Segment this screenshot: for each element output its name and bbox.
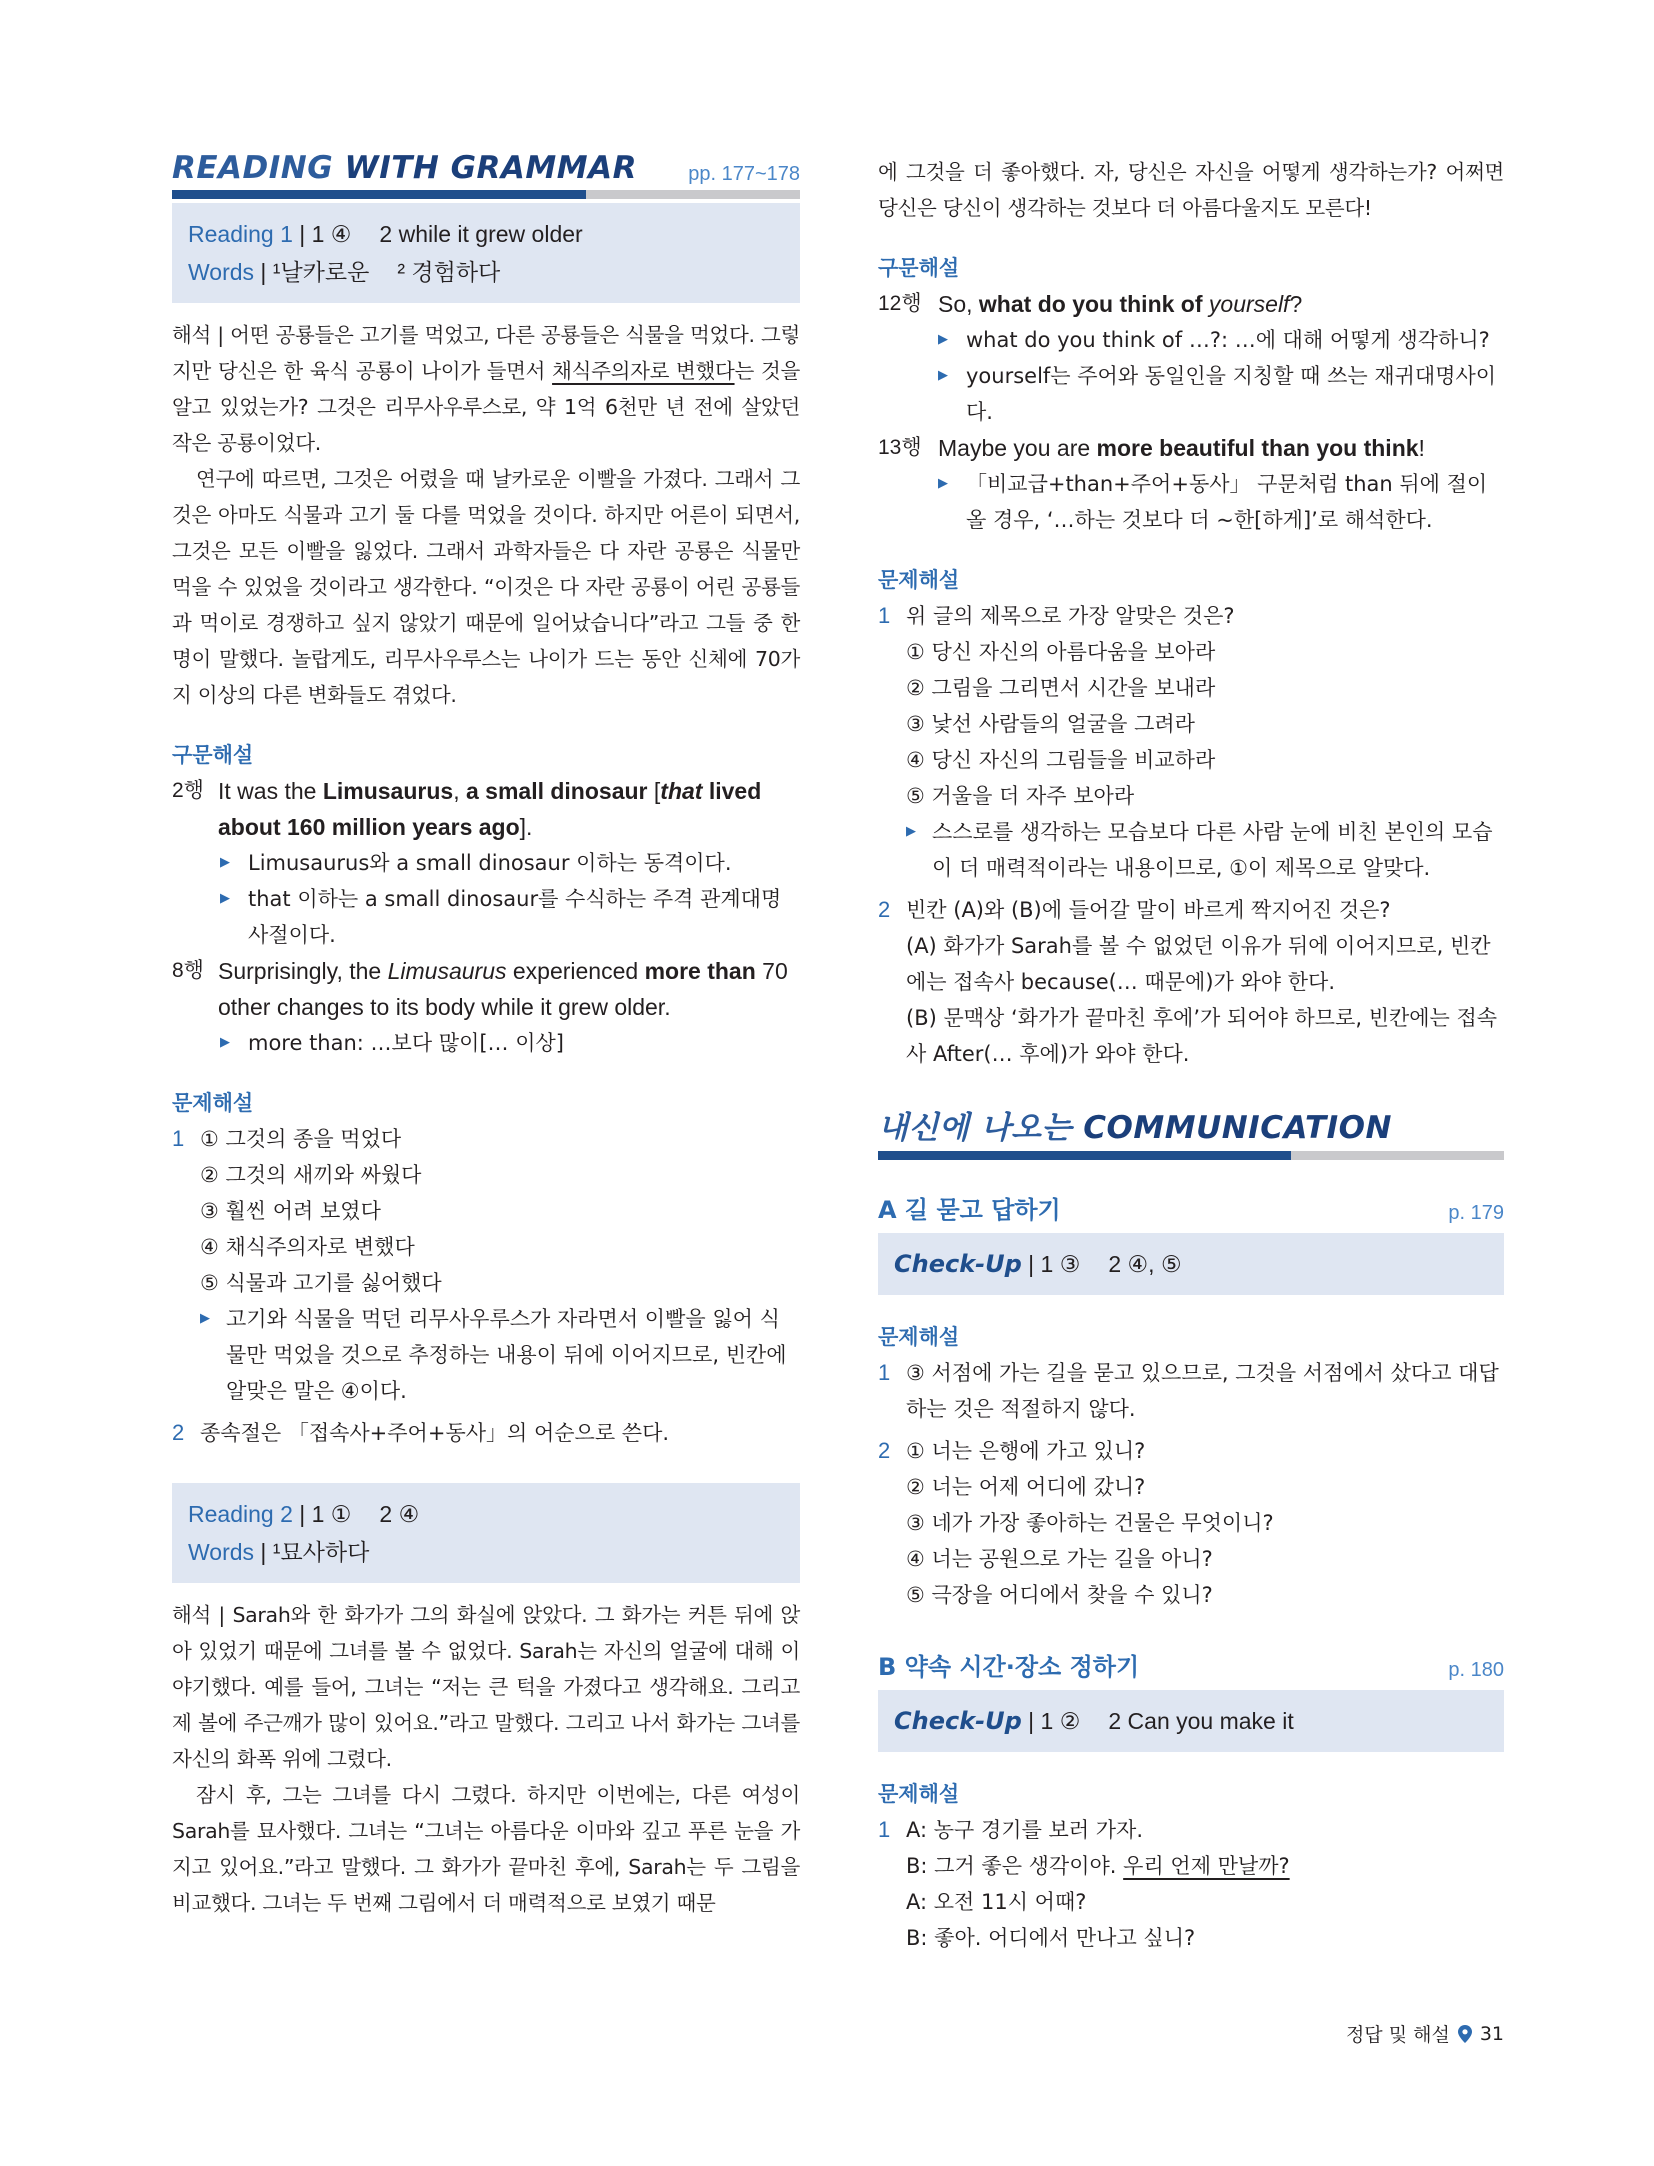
problems-label: 문제해설	[878, 568, 960, 592]
communication-header	[878, 1102, 1504, 1151]
reading2-translation: 해석 | Sarah와 한 화가가 그의 화실에 앉았다. 그 화가는 커튼 뒤에 앉아 있었기 때문에 그녀를 볼 수 없었다. Sarah는 자신의 얼굴에 대해 이야기했다. 예를 들어, 그녀는 “저는 큰 턱을 가졌다고 생각해요. 그리고 제 볼에 주근깨가 많이 있어요.”라고 말했다. 그리고 나서 화가는 그녀를 자신의 화폭 위에 그렸다. 잠시 후, 그는 그녀를 다시 그렸다. 하지만 이번에는, 다른 여성이 Sarah를 묘사했다. 그녀는 “그녀는 아름다운 이마와 깊고 푸른 눈을 가지고 있어요.”라고 말했다. 그 화가가 끝마친 후에, Sarah는 두 그림을 비교했다. 그녀는 두 번째 그림에서 더 매력적으로 보였기 때문	[172, 1603, 800, 1915]
grammar-item: 12행 So, what do you think of yourself? ▶ what do you think of …?: …에 대해 어떻게 생각하니? ▶ yourself는 주어와 동일인을 지칭할 때 쓰는 재귀대명사이다.	[878, 286, 1504, 430]
problems-label: 문제해설	[878, 1782, 960, 1806]
options-list	[200, 1121, 442, 1301]
grammar-label: 구문해설	[172, 743, 254, 767]
left-column	[172, 150, 800, 1921]
section-a-header	[878, 1190, 1504, 1225]
problems-label: 문제해설	[878, 1325, 960, 1349]
grammar-item: 2행 It was the Limusaurus, a small dinosaur [that lived about 160 million years ago]. ▶ Limusaurus와 a small dinosaur 이하는 동격이다. ▶ that 이하는 a small dinosaur를 수식하는 주격 관계대명사절이다.	[172, 773, 800, 953]
option-item: ③ 네가 가장 좋아하는 건물은 무엇이니?	[906, 1511, 1274, 1535]
option-item: ① 너는 은행에 가고 있니?	[906, 1439, 1146, 1463]
note: ▶ 고기와 식물을 먹던 리무사우루스가 자라면서 이빨을 잃어 식물만 먹었을 것으로 추정하는 내용이 뒤에 이어지므로, 빈칸에 알맞은 말은 ④이다.	[200, 1301, 800, 1409]
dialog-line: B: 좋아. 어디에서 만나고 싶니?	[906, 1926, 1196, 1950]
location-pin-icon	[1458, 2025, 1472, 2043]
reading2-answer-box: Reading 2 | 1 ① 2 ④ Words | ¹묘사하다	[172, 1483, 800, 1583]
reading-with-grammar-header	[172, 150, 800, 190]
dialog-line: A: 농구 경기를 보러 가자.	[906, 1818, 1144, 1842]
section-b-header	[878, 1647, 1504, 1682]
section-a-pages: p. 179	[1448, 1202, 1504, 1224]
option-item: ③ 훨씬 어려 보였다	[200, 1199, 381, 1223]
options-list	[906, 634, 1504, 814]
page-footer	[1346, 2020, 1504, 2047]
note: ▶ 「비교급+than+주어+동사」 구문처럼 than 뒤에 절이 올 경우, ‘…하는 것보다 더 ~한[하게]’로 해석한다.	[938, 466, 1504, 538]
answer-explanation-b: (B) 문맥상 ‘화가가 끝마친 후에’가 되어야 하므로, 빈칸에는 접속사 After(… 후에)가 와야 한다.	[906, 1006, 1498, 1066]
option-item: ④ 너는 공원으로 가는 길을 아니?	[906, 1547, 1213, 1571]
note: ▶ more than: …보다 많이[… 이상]	[220, 1025, 800, 1061]
dialog	[906, 1812, 1290, 1956]
dialog-line: B: 그거 좋은 생각이야. 우리 언제 만날까?	[906, 1854, 1290, 1878]
section-title: READING WITH GRAMMAR	[172, 150, 637, 186]
option-item: ⑤ 식물과 고기를 싫어했다	[200, 1271, 442, 1295]
section-b-title: B 약속 시간·장소 정하기	[878, 1653, 1140, 1681]
grammar-label: 구문해설	[878, 256, 960, 280]
continued-translation: 에 그것을 더 좋아했다. 자, 당신은 자신을 어떻게 생각하는가? 어쩌면 당신은 당신이 생각하는 것보다 더 아름다울지도 모른다!	[878, 160, 1504, 220]
option-item: ① 당신 자신의 아름다움을 보아라	[906, 640, 1216, 664]
option-item: ③ 낯선 사람들의 얼굴을 그려라	[906, 712, 1195, 736]
note: ▶ yourself는 주어와 동일인을 지칭할 때 쓰는 재귀대명사이다.	[938, 358, 1504, 430]
question: 1 A: 농구 경기를 보러 가자. B: 그거 좋은 생각이야. 우리 언제 만날까? A: 오전 11시 어때? B: 좋아. 어디에서 만나고 싶니?	[878, 1812, 1504, 1956]
note: ▶ what do you think of …?: …에 대해 어떻게 생각하니?	[938, 322, 1504, 358]
question: 2 빈칸 (A)와 (B)에 들어갈 말이 바르게 짝지어진 것은?	[878, 897, 1391, 922]
options-list	[906, 1433, 1274, 1613]
option-item: ② 그것의 새끼와 싸웠다	[200, 1163, 422, 1187]
note: ▶ 스스로를 생각하는 모습보다 다른 사람 눈에 비친 본인의 모습이 더 매력적이라는 내용이므로, ①이 제목으로 알맞다.	[906, 814, 1504, 886]
note: ▶ Limusaurus와 a small dinosaur 이하는 동격이다.	[220, 845, 800, 881]
question: 1 ③ 서점에 가는 길을 묻고 있으므로, 그것을 서점에서 샀다고 대답하는 것은 적절하지 않다.	[878, 1360, 1499, 1421]
section-a-title: A 길 묻고 답하기	[878, 1196, 1061, 1224]
section-a-checkup-box: Check-Up | 1 ③ 2 ④, ⑤	[878, 1233, 1504, 1295]
option-item: ⑤ 극장을 어디에서 찾을 수 있니?	[906, 1583, 1213, 1607]
question: 1 ① 그것의 종을 먹었다 ② 그것의 새끼와 싸웠다 ③ 훨씬 어려 보였다 ④ 채식주의자로 변했다 ⑤ 식물과 고기를 싫어했다	[172, 1121, 800, 1301]
question: 2 ① 너는 은행에 가고 있니? ② 너는 어제 어디에 갔니? ③ 네가 가장 좋아하는 건물은 무엇이니? ④ 너는 공원으로 가는 길을 아니? ⑤ 극장을 어디에서 찾을 수 있니?	[878, 1433, 1504, 1613]
option-item: ④ 당신 자신의 그림들을 비교하라	[906, 748, 1216, 772]
option-item: ⑤ 거울을 더 자주 보아라	[906, 784, 1135, 808]
reading1-translation: 해석 | 어떤 공룡들은 고기를 먹었고, 다른 공룡들은 식물을 먹었다. 그렇지만 당신은 한 육식 공룡이 나이가 들면서 채식주의자로 변했다는 것을 알고 있었는가? 그것은 리무사우루스로, 약 1억 6천만 년 전에 살았던 작은 공룡이었다. 연구에 따르면, 그것은 어렸을 때 날카로운 이빨을 가졌다. 그래서 그것은 아마도 식물과 고기 둘 다를 먹었을 것이다. 하지만 어른이 되면서, 그것은 모든 이빨을 잃었다. 그래서 과학자들은 다 자란 공룡은 식물만 먹을 수 있었을 것이라고 생각한다. “이것은 다 자란 공룡이 어린 공룡들과 먹이로 경쟁하고 싶지 않았기 때문에 일어났습니다”라고 그들 중 한 명이 말했다. 놀랍게도, 리무사우루스는 나이가 드는 동안 신체에 70가지 이상의 다른 변화들도 겪었다.	[172, 323, 800, 707]
communication-title: 내신에 나오는 COMMUNICATION	[878, 1110, 1392, 1146]
section-b-pages: p. 180	[1448, 1659, 1504, 1681]
footer-label: 정답 및 해설	[1345, 2024, 1450, 2046]
right-column	[878, 150, 1504, 1956]
answer-explanation-a: (A) 화가가 Sarah를 볼 수 없었던 이유가 뒤에 이어지므로, 빈칸에는 접속사 because(… 때문에)가 와야 한다.	[906, 934, 1491, 994]
section-b-checkup-box: Check-Up | 1 ② 2 Can you make it	[878, 1690, 1504, 1752]
problems-label: 문제해설	[172, 1091, 254, 1115]
page-number: 31	[1479, 2022, 1504, 2045]
grammar-item: 8행 Surprisingly, the Limusaurus experienced more than 70 other changes to its body while it grew older. ▶ more than: …보다 많이[… 이상]	[172, 953, 800, 1061]
option-item: ① 그것의 종을 먹었다	[200, 1127, 402, 1151]
section-rule	[878, 1151, 1504, 1160]
section-pages: pp. 177~178	[688, 163, 800, 185]
option-item: ② 그림을 그리면서 시간을 보내라	[906, 676, 1216, 700]
question: 2 종속절은 「접속사+주어+동사」의 어순으로 쓴다.	[172, 1420, 670, 1445]
reading1-answer-box: Reading 1 | 1 ④ 2 while it grew older Words | ¹날카로운 ² 경험하다	[172, 203, 800, 303]
option-item: ② 너는 어제 어디에 갔니?	[906, 1475, 1146, 1499]
option-item: ④ 채식주의자로 변했다	[200, 1235, 415, 1259]
grammar-item: 13행 Maybe you are more beautiful than you think! ▶ 「비교급+than+주어+동사」 구문처럼 than 뒤에 절이 올 경우, ‘…하는 것보다 더 ~한[하게]’로 해석한다.	[878, 430, 1504, 538]
section-rule	[172, 190, 800, 199]
note: ▶ that 이하는 a small dinosaur를 수식하는 주격 관계대명사절이다.	[220, 881, 800, 953]
dialog-line: A: 오전 11시 어때?	[906, 1890, 1087, 1914]
question: 1 위 글의 제목으로 가장 알맞은 것은?	[878, 603, 1235, 628]
